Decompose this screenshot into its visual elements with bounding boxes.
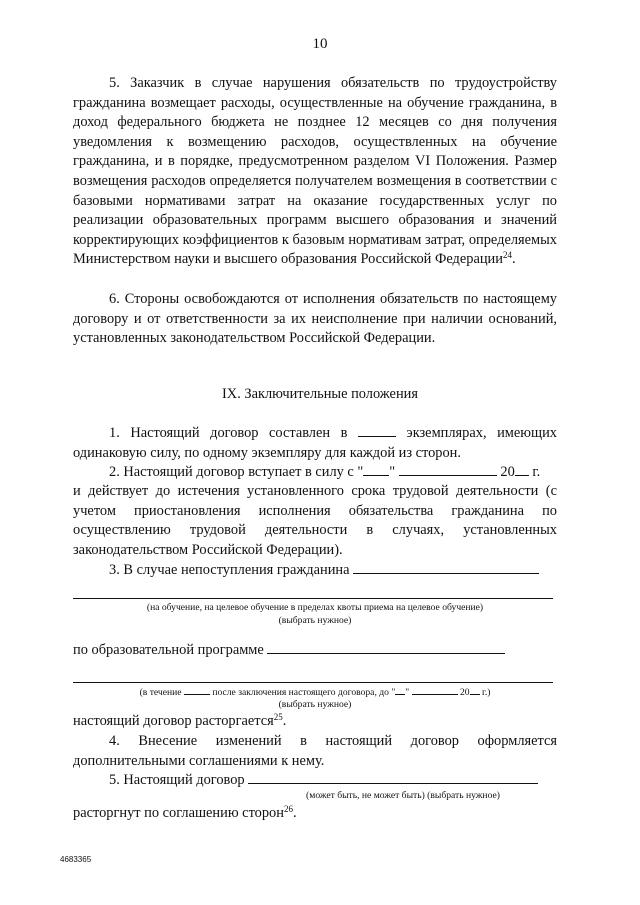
note-2-line-1 bbox=[73, 685, 557, 699]
term-blank[interactable] bbox=[184, 685, 210, 695]
section-heading: IX. Заключительные положения bbox=[222, 386, 418, 402]
item-2-rest: и действует до истечения установленного срока трудовой деятельности (с учетом приостановления исполнения обязательства гражданина по осуществлению трудовой деятельности в случаях, установленных законодательством Российской Федерации). bbox=[73, 483, 557, 558]
note-2-a: (в течение bbox=[139, 687, 182, 698]
item-5-lead-line bbox=[109, 770, 538, 791]
year-blank[interactable] bbox=[515, 462, 529, 476]
item-3-end bbox=[73, 712, 286, 732]
note-1-line-1: (на обучение, на целевое обучение в пределах квоты приема на целевое обучение) bbox=[146, 602, 484, 613]
item-1 bbox=[73, 423, 557, 463]
note-2-line-2: (выбрать нужное) bbox=[278, 699, 352, 710]
footnote-ref-25: 25 bbox=[273, 712, 283, 722]
contract-option-blank[interactable] bbox=[248, 770, 538, 784]
page-number: 10 bbox=[312, 36, 328, 52]
note-2-b: после заключения настоящего договора, до " bbox=[212, 687, 396, 698]
footnote-ref-26: 26 bbox=[283, 804, 293, 814]
paragraph-6: 6. Стороны освобождаются от исполнения обязательств по настоящему договору и от ответственности за их неисполнение при наличии оснований, установленных законодательством Российской Федерации. bbox=[73, 291, 557, 347]
note-day-blank[interactable] bbox=[395, 685, 405, 695]
item-5-lead: 5. Настоящий договор bbox=[109, 772, 245, 788]
program-blank[interactable] bbox=[267, 640, 505, 654]
month-blank[interactable] bbox=[399, 462, 497, 476]
day-blank[interactable] bbox=[363, 462, 389, 476]
item-3-lead: 3. В случае непоступления гражданина bbox=[109, 562, 350, 578]
note-month-blank[interactable] bbox=[412, 685, 458, 695]
paragraph-5-end: . bbox=[511, 251, 516, 268]
footnote-ref-24: 24 bbox=[502, 250, 512, 261]
fill-line-1[interactable] bbox=[73, 598, 553, 599]
item-2-year-suffix: г. bbox=[532, 464, 541, 480]
paragraph-5-text: 5. Заказчик в случае нарушения обязательств по трудоустройству гражданина возмещает расходы, осуществленные на обучение гражданина, в доход федерального бюджета не позднее 12 месяцев со дня получения уведомления к возмещению расходов, осуществленных на обучение гражданина, и в порядке, предусмотренном разделом VI Положения. Размер возмещения расходов определяется получателем возмещения в соответствии с базовыми нормативами затрат на оказание государственных услуг по реализации образовательных программ высшего образования и значений корректирующих коэффициентов к базовым нормативам затрат, определяемых Министерством науки и высшего образования Российской Федерации bbox=[73, 75, 557, 268]
item-2-first-line bbox=[109, 462, 540, 483]
item-4: 4. Внесение изменений в настоящий договор оформляется дополнительными соглашениями к нему. bbox=[73, 733, 557, 769]
item-5-end-text: расторгнут по соглашению сторон bbox=[73, 805, 284, 821]
note-year-blank[interactable] bbox=[470, 685, 480, 695]
item-2-quote: " bbox=[389, 464, 396, 480]
note-1-line-2: (выбрать нужное) bbox=[278, 615, 352, 626]
note-2-d: 20 bbox=[459, 687, 470, 698]
program-label: по образовательной программе bbox=[73, 642, 264, 658]
item-3-end-text: настоящий договор расторгается bbox=[73, 713, 274, 729]
item-5-end bbox=[73, 804, 297, 824]
item-1-before: 1. Настоящий договор составлен в bbox=[109, 425, 348, 441]
item-3-end-dot: . bbox=[282, 713, 287, 729]
fill-line-2[interactable] bbox=[73, 682, 553, 683]
item-2-text-start: 2. Настоящий договор вступает в силу с " bbox=[109, 464, 364, 480]
item-1-after: экземплярах, имеющих одинаковую силу, по одному экземпляру для каждой из сторон. bbox=[73, 425, 558, 461]
item-3-lead-line bbox=[109, 560, 539, 581]
item-2-year-prefix: 20 bbox=[500, 464, 515, 480]
item-5-end-dot: . bbox=[292, 805, 297, 821]
document-id: 4683365 bbox=[60, 855, 92, 864]
note-2-e: г.) bbox=[481, 687, 491, 698]
copies-count-blank[interactable] bbox=[358, 423, 396, 437]
program-line bbox=[73, 640, 505, 661]
paragraph-5 bbox=[73, 74, 557, 270]
note-2-c: " bbox=[405, 687, 410, 698]
student-status-blank[interactable] bbox=[353, 560, 539, 574]
note-3: (может быть, не может быть) (выбрать нужное) bbox=[306, 790, 500, 801]
